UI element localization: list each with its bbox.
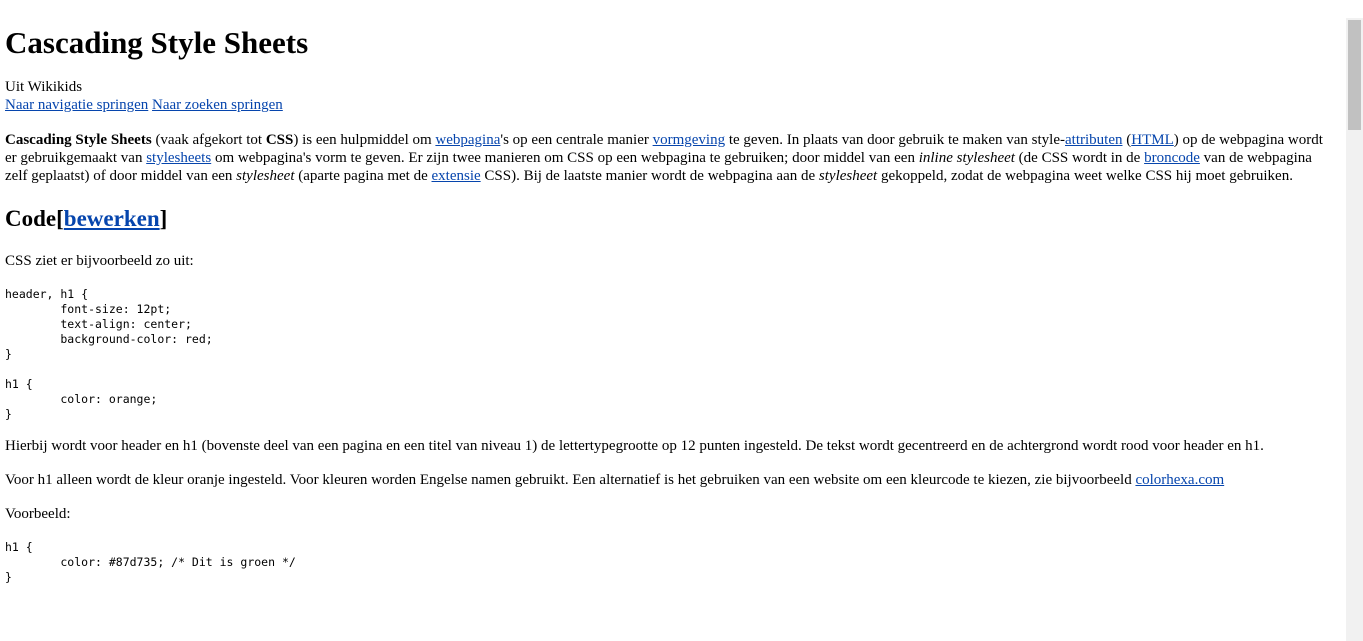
scrollbar-thumb[interactable] [1348, 20, 1361, 130]
code-block-2: h1 { color: orange; } [5, 377, 158, 421]
voorbeeld-label: Voorbeeld: [5, 506, 71, 522]
jump-to-navigation-link[interactable]: Naar navigatie springen [5, 97, 149, 113]
intro-paragraph [5, 131, 1327, 185]
link-extensie[interactable]: extensie [431, 168, 481, 184]
bracket-open: [ [56, 206, 64, 231]
css-intro-text: CSS ziet er bijvoorbeeld zo uit: [5, 253, 194, 269]
site-subtitle: Uit Wikikids [5, 79, 83, 95]
section-heading-text: Code [5, 206, 57, 231]
jump-links [5, 96, 1327, 114]
hierbij-paragraph: Hierbij wordt voor header en h1 (bovenste deel van een pagina en een titel van niveau 1) de lettertypegrootte op 12 punten ingesteld. De tekst wordt gecentreerd en de achtergrond wordt rood voor header en h1. [5, 438, 1264, 454]
abbr-bold: CSS [265, 132, 294, 148]
link-stylesheets[interactable]: stylesheets [146, 150, 212, 166]
em-stylesheet-2: stylesheet [818, 168, 878, 184]
edit-section-link[interactable]: bewerken [63, 206, 160, 231]
intro-text: gekoppeld, zodat de webpagina weet welke CSS hij moet gebruiken. [877, 168, 1293, 184]
link-webpagina[interactable]: webpagina [435, 132, 501, 148]
intro-text: ) op de webpagina wordt er gebruikgemaakt van [5, 132, 1323, 166]
voor-h1-text: Voor h1 alleen wordt de kleur oranje ingesteld. Voor kleuren worden Engelse namen gebruikt. Een alternatief is het gebruiken van een website om een kleurcode te kiezen, zie bijvoorbeeld [5, 472, 1136, 488]
code-block-3: h1 { color: #87d735; /* Dit is groen */ } [5, 540, 296, 584]
bracket-close: ] [159, 206, 168, 231]
intro-text: ) is een hulpmiddel om [293, 132, 436, 148]
intro-text: (aparte pagina met de [294, 168, 432, 184]
intro-text: ( [1122, 132, 1132, 148]
intro-text: CSS). Bij de laatste manier wordt de webpagina aan de [480, 168, 819, 184]
page-title: Cascading Style Sheets [5, 25, 309, 60]
article-content [5, 0, 1327, 585]
term-bold: Cascading Style Sheets [5, 132, 152, 148]
intro-text: (de CSS wordt in de [1014, 150, 1145, 166]
jump-to-search-link[interactable]: Naar zoeken springen [152, 97, 283, 113]
link-broncode[interactable]: broncode [1144, 150, 1200, 166]
code-block-1: header, h1 { font-size: 12pt; text-align: center; background-color: red; } [5, 287, 213, 361]
link-html[interactable]: HTML [1131, 132, 1174, 148]
intro-text: te geven. In plaats van door gebruik te maken van style- [725, 132, 1065, 148]
em-stylesheet: stylesheet [236, 168, 295, 184]
link-attributen[interactable]: attributen [1065, 132, 1123, 148]
voor-h1-paragraph [5, 471, 1327, 489]
intro-text: (vaak afgekort tot [151, 132, 266, 148]
link-colorhexa[interactable]: colorhexa.com [1135, 472, 1225, 488]
intro-text: om webpagina's vorm te geven. Er zijn twee manieren om CSS op een webpagina te gebruiken; door middel van een [211, 150, 919, 166]
link-vormgeving[interactable]: vormgeving [652, 132, 726, 148]
intro-text: van de webpagina zelf geplaatst) of door middel van een [5, 150, 1312, 184]
intro-text: 's op een centrale manier [500, 132, 653, 148]
section-heading-code [5, 205, 1327, 233]
em-inline-stylesheet: inline stylesheet [918, 150, 1015, 166]
vertical-scrollbar[interactable] [1346, 18, 1363, 641]
